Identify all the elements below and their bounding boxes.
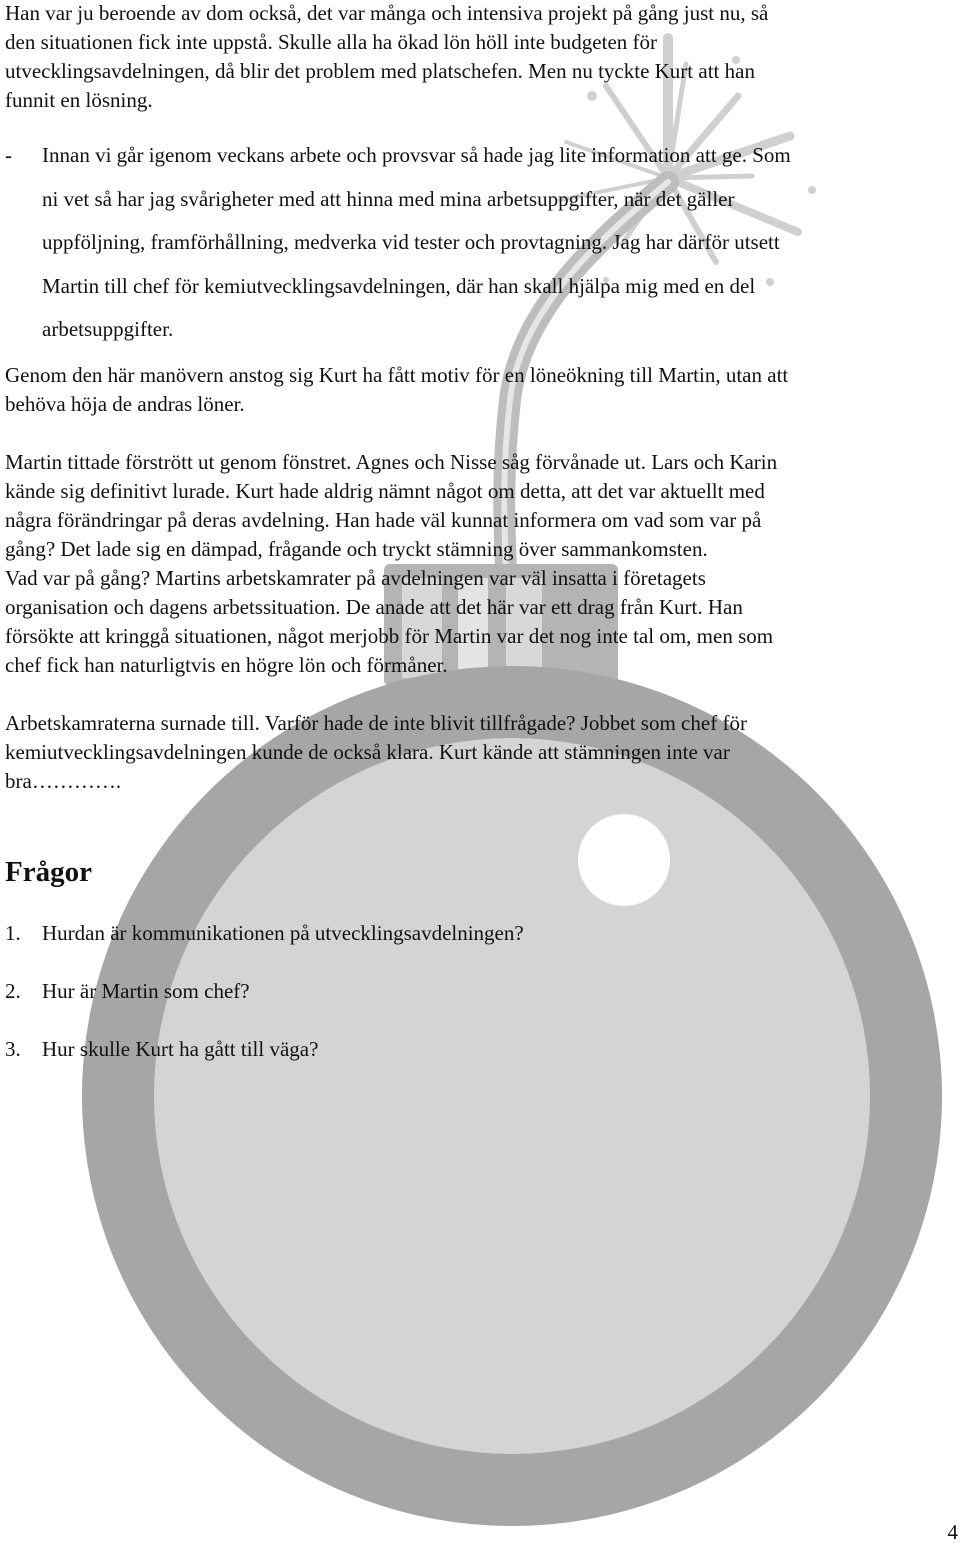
speech-line: uppföljning, framförhållning, medverka vid tester och provtagning. Jag har därför utsett	[42, 230, 780, 254]
question-item	[5, 977, 250, 1006]
reaction-line: kände sig definitivt lurade. Kurt hade aldrig nämnt något om detta, att det var aktuellt med	[5, 479, 765, 503]
reaction-line: några förändringar på deras avdelning. Han hade väl kunnat informera om vad som var på	[5, 508, 762, 532]
manoeuvre-line: behöva höja de andras löner.	[5, 392, 245, 416]
intro-line: utvecklingsavdelningen, då blir det problem med platschefen. Men nu tyckte Kurt att han	[5, 59, 755, 83]
question-item	[5, 919, 524, 948]
manoeuvre-paragraph	[5, 361, 953, 419]
intro-paragraph	[5, 0, 953, 115]
question-number: 3.	[5, 1037, 21, 1061]
questions-heading: Frågor	[5, 856, 92, 888]
question-text: Hur är Martin som chef?	[42, 979, 250, 1003]
reaction-line: Vad var på gång? Martins arbetskamrater på avdelningen var väl insatta i företagets	[5, 566, 706, 590]
question-text: Hur skulle Kurt ha gått till väga?	[42, 1037, 319, 1061]
speech-paragraph	[5, 134, 953, 352]
intro-line: funnit en lösning.	[5, 88, 153, 112]
ending-line: Arbetskamraterna surnade till. Varför hade de inte blivit tillfrågade? Jobbet som chef för	[5, 711, 747, 735]
ending-line: kemiutvecklingsavdelningen kunde de också klara. Kurt kände att stämningen inte var	[5, 740, 730, 764]
reaction-line: Martin tittade förstrött ut genom fönstret. Agnes och Nisse såg förvånade ut. Lars och Karin	[5, 450, 778, 474]
speech-line: Innan vi går igenom veckans arbete och provsvar så hade jag lite information att ge. Som	[42, 143, 791, 167]
speech-line: arbetsuppgifter.	[42, 317, 174, 341]
dash-marker: -	[5, 143, 12, 167]
reaction-line: försökte att kringgå situationen, något merjobb för Martin var det nog inte tal om, men som	[5, 624, 774, 648]
question-item	[5, 1035, 318, 1064]
speech-line: Martin till chef för kemiutvecklingsavdelningen, där han skall hjälpa mig med en del	[42, 273, 756, 298]
ending-paragraph	[5, 709, 953, 796]
question-number: 1.	[5, 921, 21, 945]
ending-line: bra………….	[5, 769, 122, 793]
question-number: 2.	[5, 979, 21, 1003]
reaction-line: gång? Det lade sig en dämpad, frågande och tryckt stämning över sammankomsten.	[5, 537, 708, 561]
question-text: Hurdan är kommunikationen på utvecklingsavdelningen?	[42, 921, 524, 945]
manoeuvre-line: Genom den här manövern anstog sig Kurt ha fått motiv för en löneökning till Martin, utan att	[5, 363, 789, 387]
reaction-line: chef fick han naturligtvis en högre lön och förmåner.	[5, 653, 448, 677]
bomb-highlight	[578, 814, 670, 906]
intro-line: Han var ju beroende av dom också, det var många och intensiva projekt på gång just nu, så	[5, 1, 769, 25]
reaction-paragraph	[5, 448, 953, 680]
speech-line: ni vet så har jag svårigheter med att hinna med mina arbetsuppgifter, när det gäller	[42, 186, 735, 211]
intro-line: den situationen fick inte uppstå. Skulle alla ha ökad lön höll inte budgeten för	[5, 30, 658, 54]
page-number: 4	[947, 1520, 958, 1544]
reaction-line: organisation och dagens arbetssituation. De anade att det här var ett drag från Kurt. Han	[5, 595, 743, 619]
